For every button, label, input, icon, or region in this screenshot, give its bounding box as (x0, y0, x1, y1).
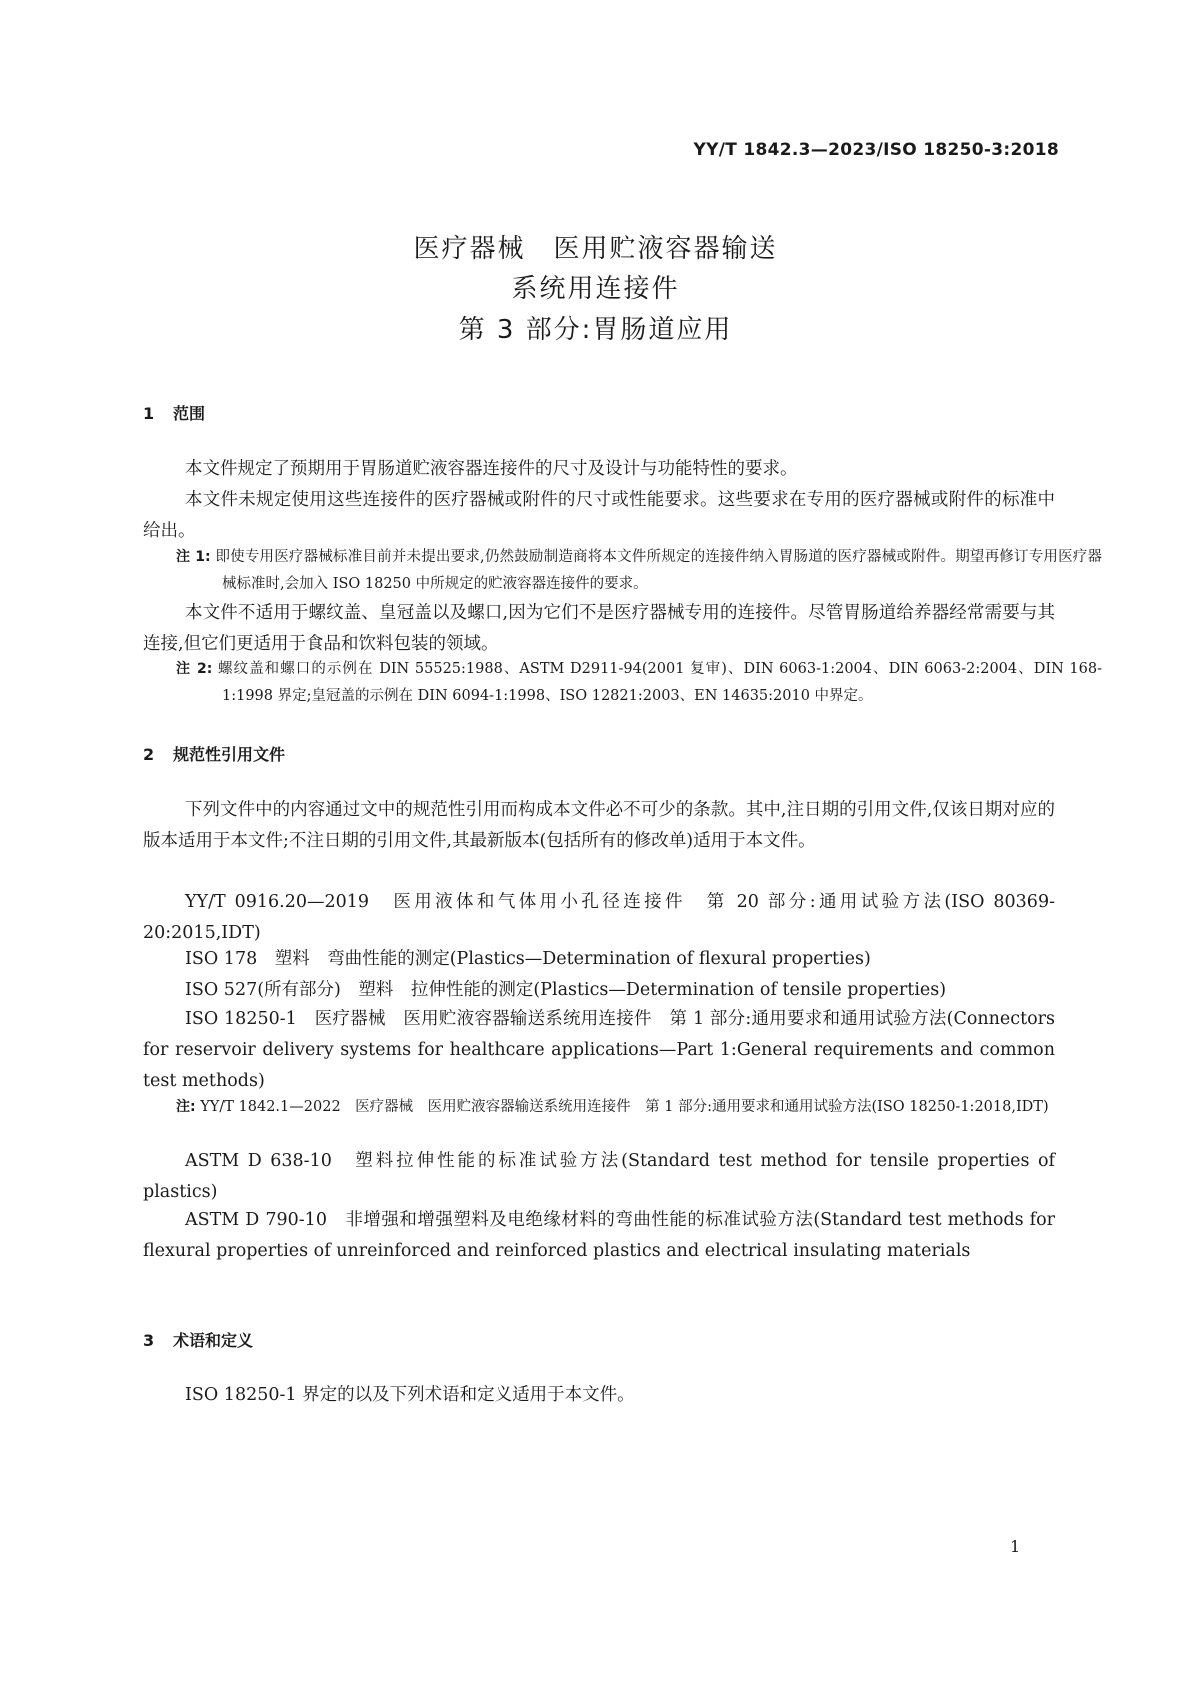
note-label: 注: (176, 1099, 196, 1115)
page-number: 1 (1010, 1537, 1021, 1556)
section-2-heading (143, 742, 285, 765)
section-1-note-2 (176, 656, 1102, 710)
section-2-paragraph-1: 下列文件中的内容通过文中的规范性引用而构成本文件必不可少的条款。其中,注日期的引用文件,仅该日期对应的版本适用于本文件;不注日期的引用文件,其最新版本(包括所有的修改单)适用于本文件。 (143, 800, 1055, 851)
reference-item: ISO 527(所有部分) 塑料 拉伸性能的测定(Plastics—Determination of tensile properties) (185, 980, 947, 1000)
standard-code: YY/T 1842.3—2023/ISO 18250-3:2018 (693, 140, 1059, 160)
section-title: 术语和定义 (173, 1331, 254, 1350)
note-text: 螺纹盖和螺口的示例在 DIN 55525:1988、ASTM D2911-94(2001 复审)、DIN 6063-1:2004、DIN 6063-2:2004、DIN 168-1:1998 界定;皇冠盖的示例在 DIN 6094-1:1998、ISO 12821:2003、EN 14635:2010 中界定。 (218, 661, 1103, 704)
section-number: 2 (143, 745, 155, 764)
section-2-note (176, 1094, 1102, 1121)
section-title: 范围 (173, 404, 206, 423)
note-label: 注 1: (176, 549, 211, 565)
section-1-paragraph-1: 本文件规定了预期用于胃肠道贮液容器连接件的尺寸及设计与功能特性的要求。 (185, 459, 798, 479)
reference-item: ISO 18250-1 医疗器械 医用贮液容器输送系统用连接件 第 1 部分:通用要求和通用试验方法(Connectors for reservoir delivery systems for healthcare applications—Part 1:General requirements and common test methods) (143, 1009, 1055, 1091)
section-3-heading (143, 1328, 253, 1351)
note-text: YY/T 1842.1—2022 医疗器械 医用贮液容器输送系统用连接件 第 1 部分:通用要求和通用试验方法(ISO 18250-1:2018,IDT) (200, 1099, 1049, 1115)
reference-item: ASTM D 790-10 非增强和增强塑料及电绝缘材料的弯曲性能的标准试验方法(Standard test methods for flexural properties of unreinforced and reinforced plastics and electrical insulating materials (143, 1210, 1055, 1261)
section-number: 1 (143, 404, 155, 423)
section-1-note-1 (176, 544, 1102, 598)
section-title: 规范性引用文件 (173, 745, 286, 764)
note-text: 即使专用医疗器械标准目前并未提出要求,仍然鼓励制造商将本文件所规定的连接件纳入胃肠道的医疗器械或附件。期望再修订专用医疗器械标准时,会加入 ISO 18250 中所规定的贮液容器连接件的要求。 (215, 549, 1103, 592)
title-line-3: 第 3 部分:胃肠道应用 (458, 315, 733, 345)
section-1-paragraph-2: 本文件未规定使用这些连接件的医疗器械或附件的尺寸或性能要求。这些要求在专用的医疗器械或附件的标准中给出。 (143, 490, 1055, 541)
section-number: 3 (143, 1331, 155, 1350)
title-line-1: 医疗器械 医用贮液容器输送 (413, 234, 778, 264)
section-3-paragraph-1: ISO 18250-1 界定的以及下列术语和定义适用于本文件。 (185, 1385, 635, 1405)
note-label: 注 2: (176, 661, 213, 677)
reference-item: YY/T 0916.20—2019 医用液体和气体用小孔径连接件 第 20 部分:通用试验方法(ISO 80369-20:2015,IDT) (143, 892, 1055, 943)
title-line-2: 系统用连接件 (511, 274, 680, 304)
reference-item: ASTM D 638-10 塑料拉伸性能的标准试验方法(Standard test method for tensile properties of plastics) (143, 1151, 1055, 1202)
section-1-heading (143, 401, 205, 424)
reference-item: ISO 178 塑料 弯曲性能的测定(Plastics—Determination of flexural properties) (185, 949, 871, 969)
section-1-paragraph-3: 本文件不适用于螺纹盖、皇冠盖以及螺口,因为它们不是医疗器械专用的连接件。尽管胃肠道给养器经常需要与其连接,但它们更适用于食品和饮料包装的领域。 (143, 603, 1055, 654)
